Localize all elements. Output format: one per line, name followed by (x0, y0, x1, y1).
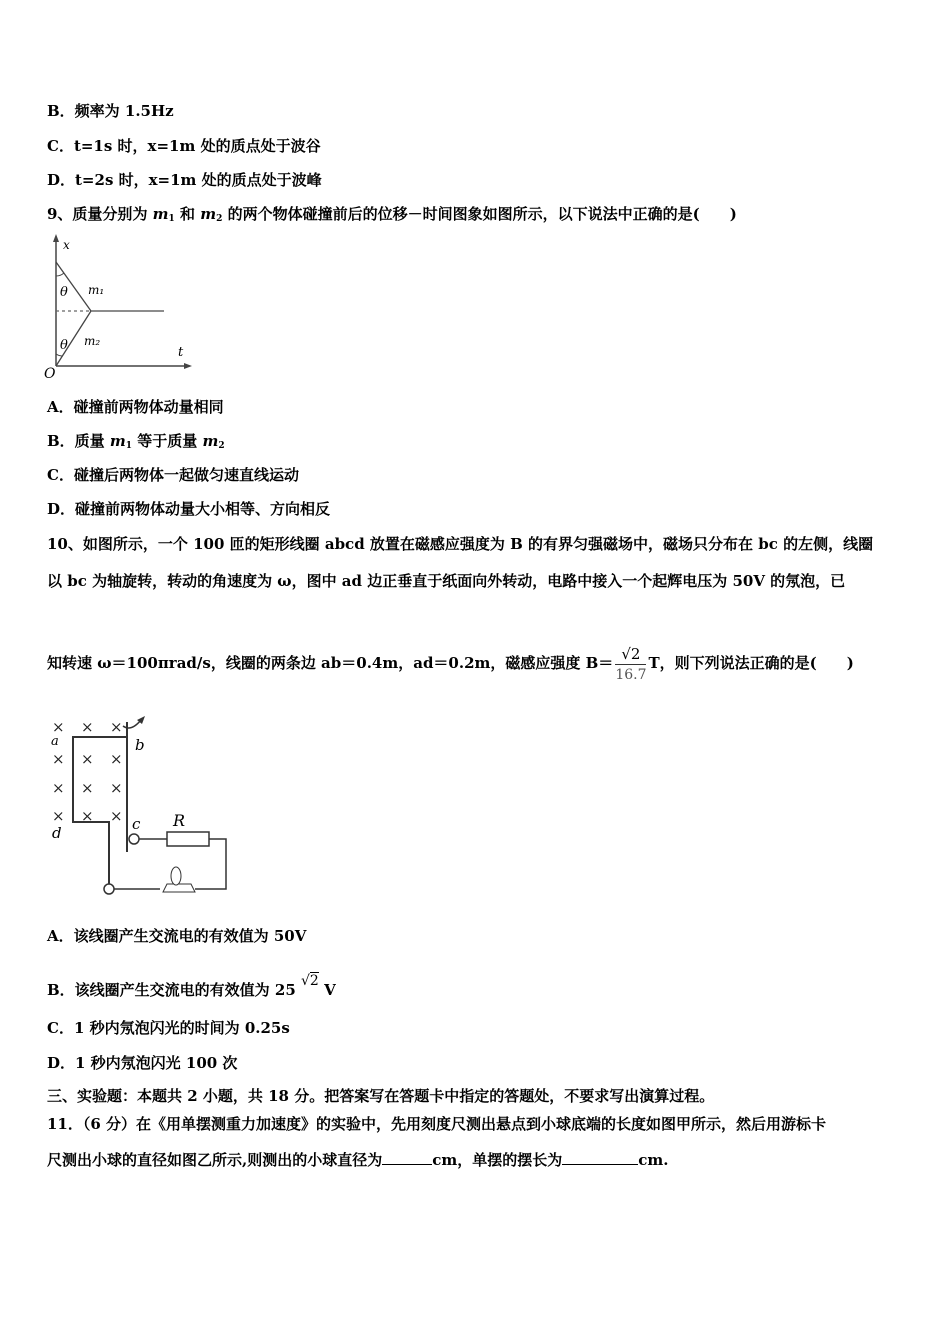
fraction (615, 644, 646, 685)
terminal (129, 834, 139, 844)
section-3-heading: 三、实验题：本题共 2 小题，共 18 分。把答案写在答题卡中指定的答题处，不要求写出演算过程。 (47, 1087, 715, 1105)
q9-option-d: D．碰撞前两物体动量大小相等、方向相反 (47, 500, 331, 518)
text: cm，单摆的摆长为 (432, 1151, 563, 1169)
text: 尺测出小球的直径如图乙所示,则测出的小球直径为 (47, 1151, 383, 1169)
text: 知转速 ω＝100πrad/s，线圈的两条边 ab＝0.4m，ad＝0.2m，磁感应强度 B＝ (47, 654, 614, 672)
field-cross: × (81, 779, 94, 797)
denominator: 16.7 (615, 666, 647, 683)
q10-option-b (47, 966, 336, 1005)
q11-stem-line1: 11．（6 分）在《用单摆测重力加速度》的实验中，先用刻度尺测出悬点到小球底端的长度如图甲所示，然后用游标卡 (47, 1115, 827, 1133)
y-axis-arrow (53, 234, 59, 242)
q11-stem-line2 (47, 1150, 668, 1170)
m2-label: m₂ (84, 334, 101, 348)
q9-stem (47, 204, 737, 229)
field-cross: × (110, 779, 123, 797)
neon-lamp-base (163, 884, 195, 892)
origin-label: O (44, 366, 56, 380)
neon-lamp-icon (171, 867, 181, 885)
text: V (318, 981, 336, 999)
field-cross: × (110, 807, 123, 825)
q10-stem-line3 (47, 630, 854, 696)
q9-option-c: C．碰撞后两物体一起做匀速直线运动 (47, 466, 299, 484)
label-R: R (173, 811, 186, 830)
field-cross: × (52, 718, 65, 736)
radical: √ (301, 973, 310, 989)
terminal (104, 884, 114, 894)
sqrt-2 (301, 972, 319, 989)
rotation-arrow (123, 720, 141, 728)
q10-option-d: D．1 秒内氖泡闪光 100 次 (47, 1054, 238, 1072)
q8-option-c: C．t=1s 时，x=1m 处的质点处于波谷 (47, 137, 321, 155)
label-d: d (52, 824, 62, 842)
q10-option-c: C．1 秒内氖泡闪光的时间为 0.25s (47, 1019, 290, 1037)
x-axis-label: t (178, 345, 184, 360)
label-a: a (51, 734, 59, 749)
field-cross: × (81, 807, 94, 825)
text: 9、质量分别为 (47, 205, 153, 223)
resistor (167, 832, 209, 846)
q10-stem-line2: 以 bc 为轴旋转，转动的角速度为 ω，图中 ad 边正垂直于纸面向外转动，电路中接入一个起辉电压为 50V 的氖泡，已 (47, 572, 846, 590)
text: 等于质量 (132, 432, 203, 450)
q8-option-b: B．频率为 1.5Hz (47, 102, 174, 120)
text: 的两个物体碰撞前后的位移－时间图象如图所示，以下说法中正确的是( ) (222, 205, 737, 223)
q9-option-b (47, 431, 225, 456)
x-axis-arrow (184, 363, 192, 369)
field-cross: × (52, 779, 65, 797)
text: cm. (638, 1151, 669, 1169)
subscript: 2 (218, 441, 225, 451)
q9-option-a: A．碰撞前两物体动量相同 (47, 398, 224, 416)
symbol: m (200, 205, 217, 223)
subscript: 2 (216, 214, 223, 224)
field-cross: × (52, 750, 65, 768)
answer-blank-diameter[interactable] (382, 1150, 432, 1165)
theta-label: θ (60, 338, 68, 353)
q10-coil-circuit-diagram (45, 712, 240, 902)
label-b: b (135, 736, 145, 754)
symbol: m (202, 432, 219, 450)
text: B．该线圈产生交流电的有效值为 25 (47, 981, 301, 999)
q10-stem-line1: 10、如图所示，一个 100 匝的矩形线圈 abcd 放置在磁感应强度为 B 的有界匀强磁场中，磁场只分布在 bc 的左侧，线圈 (47, 535, 874, 553)
label-c: c (132, 815, 141, 833)
q10-option-a: A．该线圈产生交流电的有效值为 50V (47, 927, 307, 945)
text: T，则下列说法正确的是( ) (648, 654, 854, 672)
numerator: √2 (615, 644, 646, 665)
y-axis-label: x (63, 238, 70, 252)
q9-xt-graph (40, 232, 200, 380)
field-cross: × (52, 807, 65, 825)
symbol: m (152, 205, 169, 223)
subscript: 1 (168, 214, 175, 224)
symbol: m (109, 432, 126, 450)
text: B．质量 (47, 432, 110, 450)
field-cross: × (81, 750, 94, 768)
field-cross: × (110, 750, 123, 768)
angle-arc (56, 354, 62, 356)
radicand: 2 (309, 973, 319, 989)
theta-label: θ (60, 285, 68, 300)
text: 和 (174, 205, 201, 223)
field-cross: × (110, 718, 123, 736)
answer-blank-length[interactable] (562, 1150, 638, 1165)
m1-label: m₁ (88, 283, 105, 297)
q8-option-d: D．t=2s 时，x=1m 处的质点处于波峰 (47, 171, 322, 189)
subscript: 1 (125, 441, 133, 451)
angle-arc (56, 273, 64, 276)
field-cross: × (81, 718, 94, 736)
